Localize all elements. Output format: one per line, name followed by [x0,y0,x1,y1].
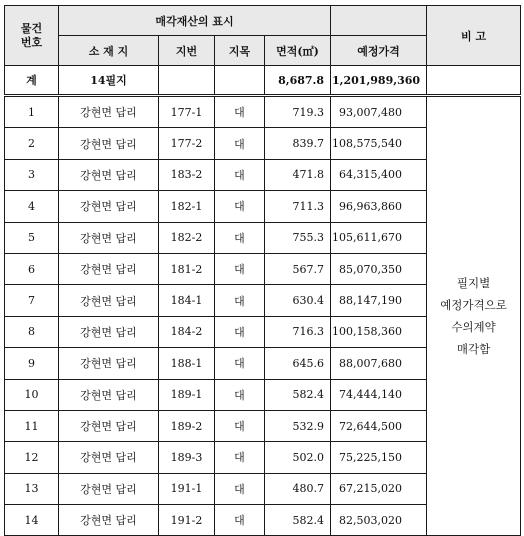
remark-line-2: 예정가격으로 [440,298,507,313]
cell-location: 강현면 답리 [59,473,159,504]
cell-land-type: 대 [215,96,265,128]
total-area: 8,687.8 [265,66,331,96]
header-remark: 비 고 [427,6,521,66]
cell-lot: 177-1 [159,96,215,128]
cell-price: 74,444,140 [331,379,427,410]
cell-location: 강현면 답리 [59,316,159,347]
total-row [5,66,521,96]
cell-land-type: 대 [215,379,265,410]
cell-location: 강현면 답리 [59,222,159,253]
header-item-number-line2: 번호 [20,35,43,49]
total-label: 계 [5,66,59,96]
header-land-type: 지목 [215,36,265,66]
cell-lot: 181-2 [159,253,215,284]
cell-land-type: 대 [215,159,265,190]
total-remark [427,66,521,96]
remark-cell [427,96,521,536]
cell-land-type: 대 [215,128,265,159]
cell-price: 108,575,540 [331,128,427,159]
cell-area: 532.9 [265,410,331,441]
cell-location: 강현면 답리 [59,379,159,410]
cell-land-type: 대 [215,348,265,379]
cell-area: 711.3 [265,191,331,222]
cell-no: 1 [5,96,59,128]
header-item-number [5,6,59,66]
cell-price: 105,611,670 [331,222,427,253]
remark-line-1: 필지별 [456,276,491,291]
cell-location: 강현면 답리 [59,285,159,316]
property-sale-table [4,5,521,536]
header-item-number-line1: 물건 [20,21,43,35]
cell-no: 13 [5,473,59,504]
cell-area: 839.7 [265,128,331,159]
cell-price: 64,315,400 [331,159,427,190]
cell-price: 75,225,150 [331,442,427,473]
cell-location: 강현면 답리 [59,96,159,128]
remark-line-3: 수의계약 [451,320,496,335]
cell-area: 582.4 [265,505,331,536]
cell-price: 85,070,350 [331,253,427,284]
cell-lot: 191-2 [159,505,215,536]
cell-price: 72,644,500 [331,410,427,441]
cell-lot: 191-1 [159,473,215,504]
cell-land-type: 대 [215,253,265,284]
cell-land-type: 대 [215,316,265,347]
cell-no: 9 [5,348,59,379]
cell-no: 10 [5,379,59,410]
cell-no: 6 [5,253,59,284]
cell-lot: 189-2 [159,410,215,441]
cell-price: 93,007,480 [331,96,427,128]
cell-land-type: 대 [215,285,265,316]
cell-price: 82,503,020 [331,505,427,536]
cell-price: 88,007,680 [331,348,427,379]
cell-lot: 177-2 [159,128,215,159]
cell-price: 100,158,360 [331,316,427,347]
cell-area: 716.3 [265,316,331,347]
cell-price: 67,215,020 [331,473,427,504]
cell-lot: 184-1 [159,285,215,316]
cell-area: 755.3 [265,222,331,253]
cell-location: 강현면 답리 [59,191,159,222]
cell-location: 강현면 답리 [59,442,159,473]
cell-price: 96,963,860 [331,191,427,222]
cell-location: 강현면 답리 [59,348,159,379]
cell-lot: 183-2 [159,159,215,190]
cell-area: 480.7 [265,473,331,504]
cell-area: 502.0 [265,442,331,473]
cell-area: 645.6 [265,348,331,379]
cell-land-type: 대 [215,222,265,253]
cell-lot: 189-1 [159,379,215,410]
cell-no: 3 [5,159,59,190]
cell-lot: 184-2 [159,316,215,347]
header-group-title: 매각재산의 표시 [59,6,331,36]
header-area: 면적(㎡) [265,36,331,66]
cell-no: 8 [5,316,59,347]
cell-no: 12 [5,442,59,473]
remark-line-4: 매각함 [456,342,491,357]
cell-location: 강현면 답리 [59,253,159,284]
cell-land-type: 대 [215,505,265,536]
cell-location: 강현면 답리 [59,159,159,190]
header-price-blank [331,6,427,36]
cell-area: 567.7 [265,253,331,284]
cell-no: 14 [5,505,59,536]
cell-lot: 189-3 [159,442,215,473]
cell-land-type: 대 [215,191,265,222]
table-row [5,96,521,128]
total-lot [159,66,215,96]
cell-area: 471.8 [265,159,331,190]
header-price: 예정가격 [331,36,427,66]
cell-location: 강현면 답리 [59,128,159,159]
cell-lot: 188-1 [159,348,215,379]
cell-no: 4 [5,191,59,222]
cell-land-type: 대 [215,473,265,504]
cell-area: 582.4 [265,379,331,410]
header-lot: 지번 [159,36,215,66]
cell-no: 7 [5,285,59,316]
total-land-type [215,66,265,96]
cell-location: 강현면 답리 [59,410,159,441]
cell-land-type: 대 [215,410,265,441]
cell-lot: 182-2 [159,222,215,253]
cell-area: 719.3 [265,96,331,128]
cell-land-type: 대 [215,442,265,473]
cell-lot: 182-1 [159,191,215,222]
cell-no: 11 [5,410,59,441]
cell-price: 88,147,190 [331,285,427,316]
header-row-1 [5,6,521,36]
cell-no: 5 [5,222,59,253]
cell-location: 강현면 답리 [59,505,159,536]
total-price: 1,201,989,360 [331,66,427,96]
cell-area: 630.4 [265,285,331,316]
header-location: 소 재 지 [59,36,159,66]
cell-no: 2 [5,128,59,159]
total-location: 14필지 [59,66,159,96]
